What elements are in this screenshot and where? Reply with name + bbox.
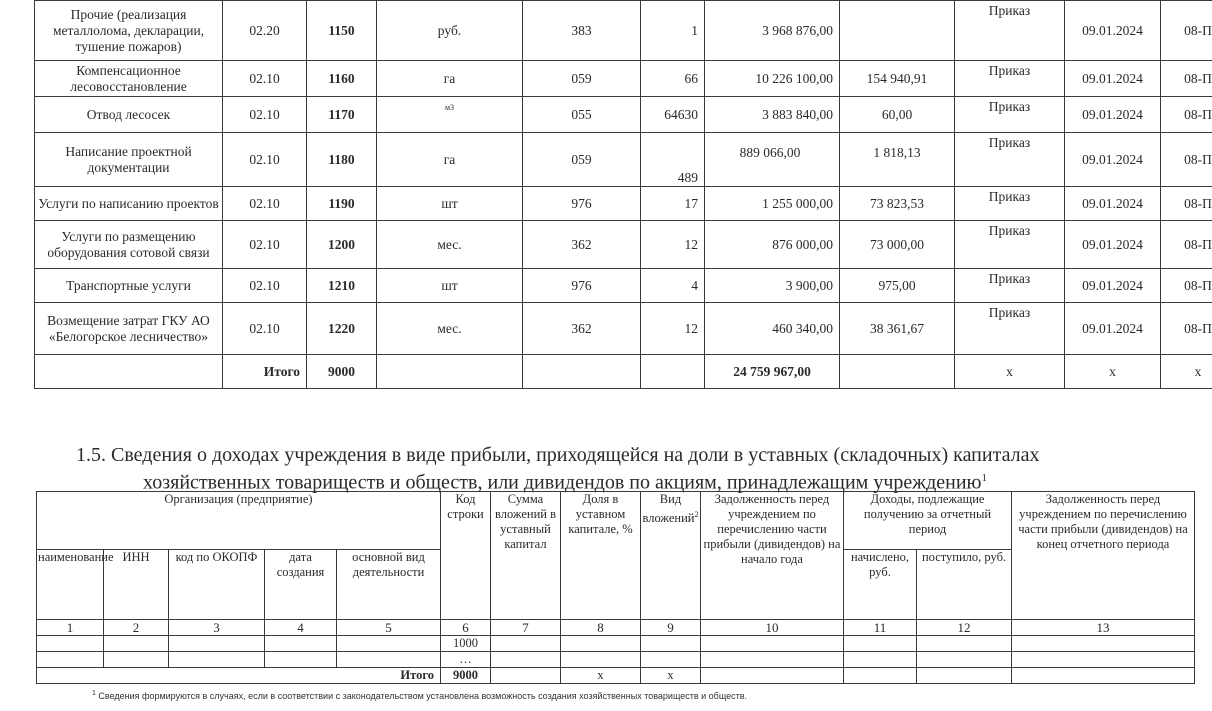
unit-cell: м3 — [377, 97, 523, 133]
amount-cell: 3 968 876,00 — [705, 1, 840, 61]
okei-code-cell: 055 — [523, 97, 641, 133]
header-okopf: код по ОКОПФ — [169, 550, 265, 620]
column-number-cell: 6 — [441, 620, 491, 636]
line-code-cell: … — [441, 652, 491, 668]
empty-cell — [840, 355, 955, 389]
header-line-code: Код строки — [441, 492, 491, 620]
total-x-cell: x — [955, 355, 1065, 389]
activity-code-cell: 02.10 — [223, 97, 307, 133]
header-accrued: начислено, руб. — [844, 550, 917, 620]
name-cell: Написание проектной документации — [35, 133, 223, 187]
amount-cell: 876 000,00 — [705, 221, 840, 269]
quantity-cell: 489 — [641, 133, 705, 187]
header-organization: Организация (предприятие) — [37, 492, 441, 550]
date-cell: 09.01.2024 — [1065, 221, 1161, 269]
date-cell: 09.01.2024 — [1065, 1, 1161, 61]
column-number-cell: 7 — [491, 620, 561, 636]
okei-code-cell: 059 — [523, 61, 641, 97]
date-cell: 09.01.2024 — [1065, 269, 1161, 303]
number-cell: 08-П — [1161, 97, 1212, 133]
okei-code-cell: 059 — [523, 133, 641, 187]
line-code-cell: 1220 — [307, 303, 377, 355]
line-code-cell: 1000 — [441, 636, 491, 652]
number-cell: 08-П — [1161, 1, 1212, 61]
column-numbers-row — [37, 620, 1195, 636]
amount-cell: 10 226 100,00 — [705, 61, 840, 97]
quantity-cell: 64630 — [641, 97, 705, 133]
empty-cell — [35, 355, 223, 389]
table-row — [35, 187, 1212, 221]
table-row — [35, 269, 1212, 303]
activity-code-cell: 02.10 — [223, 303, 307, 355]
total-sum-cell: 24 759 967,00 — [705, 355, 840, 389]
header-debt-end: Задолженность перед учреждением по перечислению части прибыли (дивидендов) на конец отчетного периода — [1012, 492, 1195, 620]
document-cell: Приказ — [955, 269, 1065, 303]
amount-cell: 889 066,00 — [705, 133, 840, 187]
table-row — [37, 636, 1195, 652]
total-x-cell: x — [641, 668, 701, 684]
header-received: поступило, руб. — [917, 550, 1012, 620]
table-row — [35, 97, 1212, 133]
quantity-cell: 12 — [641, 221, 705, 269]
line-code-cell: 1160 — [307, 61, 377, 97]
total-label: Итого — [37, 668, 441, 684]
empty-cell — [641, 355, 705, 389]
dividends-table — [36, 491, 1195, 684]
name-cell: Прочие (реализация металлолома, декларации, тушение пожаров) — [35, 1, 223, 61]
name-cell: Отвод лесосек — [35, 97, 223, 133]
date-cell: 09.01.2024 — [1065, 133, 1161, 187]
line-code-cell: 1150 — [307, 1, 377, 61]
date-cell: 09.01.2024 — [1065, 61, 1161, 97]
header-investment-sum: Сумма вложений в уставный капитал — [491, 492, 561, 620]
date-cell: 09.01.2024 — [1065, 97, 1161, 133]
number-cell: 08-П — [1161, 187, 1212, 221]
quantity-cell: 1 — [641, 1, 705, 61]
unit-cell: мес. — [377, 221, 523, 269]
total-x-cell: x — [1161, 355, 1212, 389]
number-cell: 08-П — [1161, 61, 1212, 97]
document-cell: Приказ — [955, 97, 1065, 133]
column-number-cell: 13 — [1012, 620, 1195, 636]
name-cell: Услуги по размещению оборудования сотовой связи — [35, 221, 223, 269]
date-cell: 09.01.2024 — [1065, 187, 1161, 221]
amount-cell: 460 340,00 — [705, 303, 840, 355]
total-row — [37, 668, 1195, 684]
activity-code-cell: 02.10 — [223, 187, 307, 221]
number-cell: 08-П — [1161, 269, 1212, 303]
column-number-cell: 1 — [37, 620, 104, 636]
unit-cell: мес. — [377, 303, 523, 355]
activity-code-cell: 02.10 — [223, 61, 307, 97]
price-cell: 975,00 — [840, 269, 955, 303]
unit-cell: га — [377, 61, 523, 97]
number-cell: 08-П — [1161, 133, 1212, 187]
okei-code-cell: 976 — [523, 269, 641, 303]
line-code-cell: 1200 — [307, 221, 377, 269]
column-number-cell: 11 — [844, 620, 917, 636]
line-code-cell: 1190 — [307, 187, 377, 221]
header-name: наименование — [37, 550, 104, 620]
unit-cell: га — [377, 133, 523, 187]
header-created: дата создания — [265, 550, 337, 620]
footnote: $^1$ Сведения формируются в случаях, если в соответствии с законодательством установлена возможность создания хозяйственных товариществ и обществ. — [92, 690, 748, 701]
price-cell: 60,00 — [840, 97, 955, 133]
total-label-cell: Итого — [223, 355, 307, 389]
table-row — [35, 221, 1212, 269]
amount-cell: 3 900,00 — [705, 269, 840, 303]
column-number-cell: 4 — [265, 620, 337, 636]
total-x-cell: x — [1065, 355, 1161, 389]
line-code-cell: 1170 — [307, 97, 377, 133]
number-cell: 08-П — [1161, 221, 1212, 269]
date-cell: 09.01.2024 — [1065, 303, 1161, 355]
header-share: Доля в уставном капитале, % — [561, 492, 641, 620]
okei-code-cell: 362 — [523, 221, 641, 269]
unit-cell: руб. — [377, 1, 523, 61]
name-cell: Услуги по написанию проектов — [35, 187, 223, 221]
total-code: 9000 — [441, 668, 491, 684]
activity-code-cell: 02.20 — [223, 1, 307, 61]
column-number-cell: 8 — [561, 620, 641, 636]
column-number-cell: 12 — [917, 620, 1012, 636]
total-row — [35, 355, 1212, 389]
document-cell: Приказ — [955, 221, 1065, 269]
heading-line-1: 1.5. Сведения о доходах учреждения в виде прибыли, приходящейся на доли в уставных (складочных) капиталах — [76, 444, 1040, 466]
table-row — [35, 1, 1212, 61]
column-number-cell: 3 — [169, 620, 265, 636]
column-number-cell: 9 — [641, 620, 701, 636]
table-row — [35, 133, 1212, 187]
price-cell: 73 823,53 — [840, 187, 955, 221]
price-cell: 73 000,00 — [840, 221, 955, 269]
name-cell: Транспортные услуги — [35, 269, 223, 303]
amount-cell: 3 883 840,00 — [705, 97, 840, 133]
quantity-cell: 66 — [641, 61, 705, 97]
activity-code-cell: 02.10 — [223, 221, 307, 269]
unit-cell: шт — [377, 269, 523, 303]
column-number-cell: 5 — [337, 620, 441, 636]
document-cell: Приказ — [955, 61, 1065, 97]
revenue-table — [34, 0, 1212, 389]
column-number-cell: 2 — [104, 620, 169, 636]
section-heading — [76, 444, 1176, 495]
table-row — [37, 652, 1195, 668]
header-income: Доходы, подлежащие получению за отчетный период — [844, 492, 1012, 550]
document-cell: Приказ — [955, 1, 1065, 61]
activity-code-cell: 02.10 — [223, 133, 307, 187]
header-debt-start: Задолженность перед учреждением по перечислению части прибыли (дивидендов) на начало года — [701, 492, 844, 620]
number-cell: 08-П — [1161, 303, 1212, 355]
line-code-cell: 1180 — [307, 133, 377, 187]
okei-code-cell: 383 — [523, 1, 641, 61]
quantity-cell: 17 — [641, 187, 705, 221]
empty-cell — [523, 355, 641, 389]
activity-code-cell: 02.10 — [223, 269, 307, 303]
table-row — [35, 61, 1212, 97]
name-cell: Компенсационное лесовосстановление — [35, 61, 223, 97]
okei-code-cell: 362 — [523, 303, 641, 355]
price-cell — [840, 1, 955, 61]
okei-code-cell: 976 — [523, 187, 641, 221]
header-investment-kind: Вид вложений$^2$ — [641, 492, 701, 620]
total-x-cell: x — [561, 668, 641, 684]
document-cell: Приказ — [955, 133, 1065, 187]
name-cell: Возмещение затрат ГКУ АО «Белогорское лесничество» — [35, 303, 223, 355]
price-cell: 38 361,67 — [840, 303, 955, 355]
quantity-cell: 4 — [641, 269, 705, 303]
quantity-cell: 12 — [641, 303, 705, 355]
table-row — [35, 303, 1212, 355]
header-activity: основной вид деятельности — [337, 550, 441, 620]
total-line-cell: 9000 — [307, 355, 377, 389]
document-cell: Приказ — [955, 303, 1065, 355]
empty-cell — [377, 355, 523, 389]
price-cell: 154 940,91 — [840, 61, 955, 97]
price-cell: 1 818,13 — [840, 133, 955, 187]
heading-line-2: хозяйственных товариществ и обществ, или дивидендов по акциям, принадлежащим учреждению$^1$ — [143, 471, 987, 494]
amount-cell: 1 255 000,00 — [705, 187, 840, 221]
column-number-cell: 10 — [701, 620, 844, 636]
line-code-cell: 1210 — [307, 269, 377, 303]
document-cell: Приказ — [955, 187, 1065, 221]
header-inn: ИНН — [104, 550, 169, 620]
unit-cell: шт — [377, 187, 523, 221]
